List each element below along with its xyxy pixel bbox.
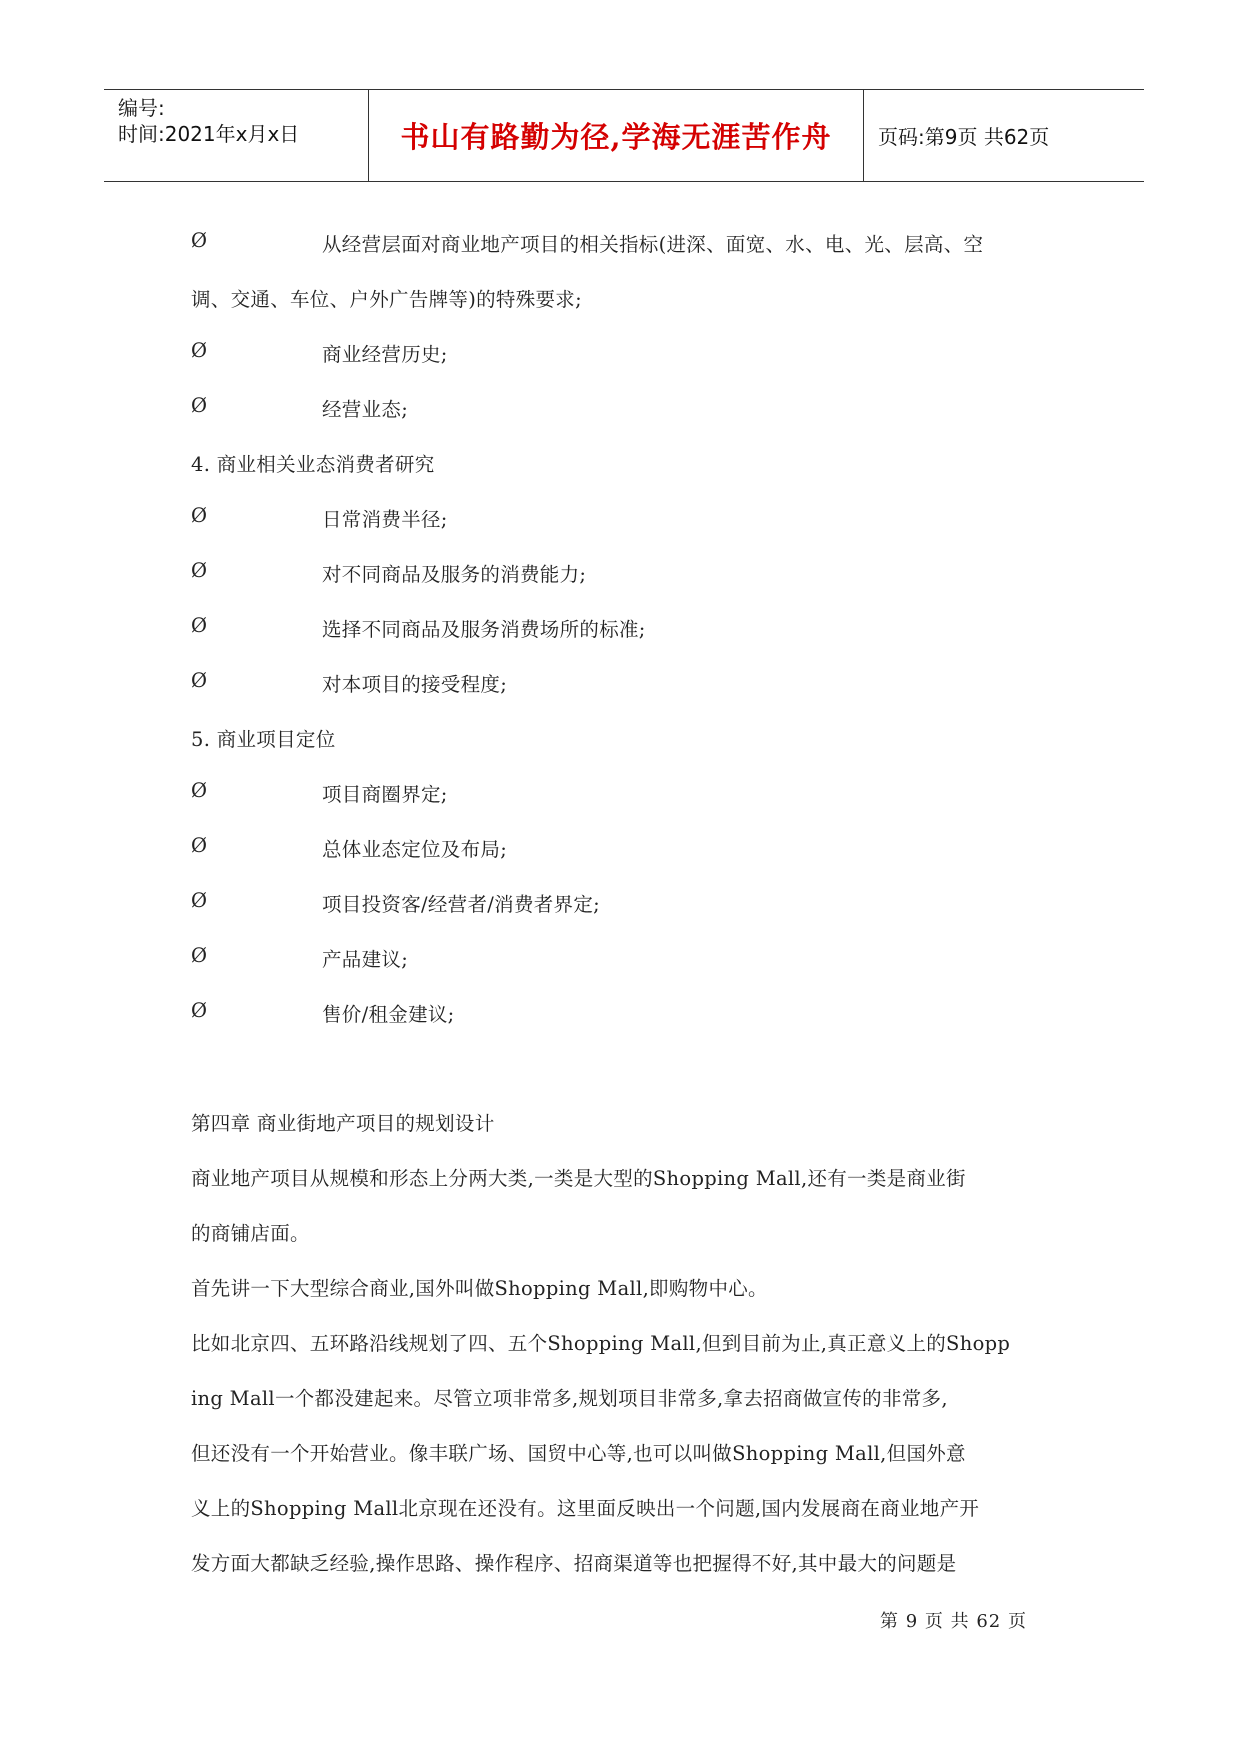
- bullet-text: 产品建议;: [322, 948, 409, 971]
- bullet-symbol: Ø: [191, 229, 207, 252]
- bullet-symbol: Ø: [191, 614, 207, 637]
- bullet-symbol: Ø: [191, 999, 207, 1022]
- bullet-text: 经营业态;: [322, 398, 409, 421]
- bullet-text: 项目投资客/经营者/消费者界定;: [322, 893, 601, 916]
- bullet-text: 对不同商品及服务的消费能力;: [322, 563, 587, 586]
- bullet-text-continued: 调、交通、车位、户外广告牌等)的特殊要求;: [191, 288, 582, 311]
- page-footer: 第 9 页 共 62 页: [880, 1611, 1027, 1632]
- paragraph-line: 首先讲一下大型综合商业,国外叫做Shopping Mall,即购物中心。: [191, 1277, 768, 1300]
- paragraph-line: 但还没有一个开始营业。像丰联广场、国贸中心等,也可以叫做Shopping Mall,但国外意: [191, 1442, 966, 1465]
- paragraph-line: 的商铺店面。: [191, 1222, 310, 1245]
- bullet-text: 总体业态定位及布局;: [322, 838, 508, 861]
- bullet-text: 日常消费半径;: [322, 508, 448, 531]
- bullet-symbol: Ø: [191, 889, 207, 912]
- paragraph-line: 商业地产项目从规模和形态上分两大类,一类是大型的Shopping Mall,还有一类是商业街: [191, 1167, 966, 1190]
- section-heading-5: 5. 商业项目定位: [191, 728, 336, 751]
- header-motto-cell: [369, 90, 864, 181]
- header-page-number: 页码:第9页 共62页: [878, 125, 1050, 149]
- bullet-symbol: Ø: [191, 669, 207, 692]
- paragraph-line: ing Mall一个都没建起来。尽管立项非常多,规划项目非常多,拿去招商做宣传的非常多,: [191, 1387, 948, 1410]
- page-header: [104, 89, 1144, 182]
- bullet-symbol: Ø: [191, 834, 207, 857]
- section-heading-4: 4. 商业相关业态消费者研究: [191, 453, 435, 476]
- paragraph-line: 发方面大都缺乏经验,操作思路、操作程序、招商渠道等也把握得不好,其中最大的问题是: [191, 1552, 957, 1575]
- header-page-cell: [864, 90, 1144, 181]
- paragraph-line: 比如北京四、五环路沿线规划了四、五个Shopping Mall,但到目前为止,真正意义上的Shopp: [191, 1332, 1011, 1355]
- bullet-text: 商业经营历史;: [322, 343, 448, 366]
- bullet-text: 项目商圈界定;: [322, 783, 448, 806]
- document-number-label: 编号:: [118, 96, 165, 120]
- paragraph-line: 义上的Shopping Mall北京现在还没有。这里面反映出一个问题,国内发展商在商业地产开: [191, 1497, 980, 1520]
- document-time-label: 时间:2021年x月x日: [118, 122, 300, 146]
- chapter-heading: 第四章 商业街地产项目的规划设计: [191, 1112, 495, 1135]
- bullet-symbol: Ø: [191, 779, 207, 802]
- bullet-text: 对本项目的接受程度;: [322, 673, 508, 696]
- bullet-symbol: Ø: [191, 504, 207, 527]
- bullet-text: 售价/租金建议;: [322, 1003, 455, 1026]
- header-motto: 书山有路勤为径,学海无涯苦作舟: [400, 120, 832, 154]
- bullet-text: 选择不同商品及服务消费场所的标准;: [322, 618, 646, 641]
- bullet-symbol: Ø: [191, 339, 207, 362]
- header-left-cell: [104, 90, 369, 181]
- bullet-symbol: Ø: [191, 559, 207, 582]
- bullet-symbol: Ø: [191, 394, 207, 417]
- bullet-symbol: Ø: [191, 944, 207, 967]
- bullet-text: 从经营层面对商业地产项目的相关指标(进深、面宽、水、电、光、层高、空: [322, 233, 984, 256]
